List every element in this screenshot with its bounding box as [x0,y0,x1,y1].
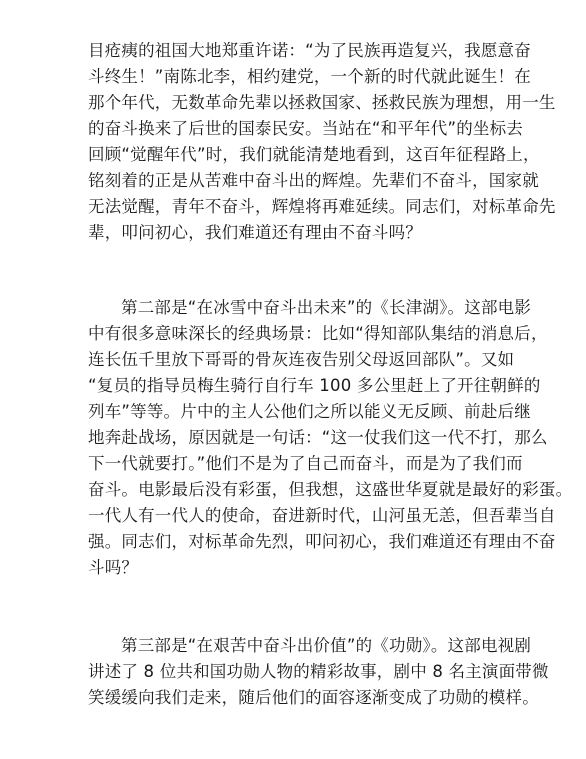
paragraph-line: “复员的指导员梅生骑行自行车 100 多公里赶上了开往朝鲜的 [88,376,541,395]
paragraph-line: 辈，叩问初心，我们难道还有理由不奋斗吗？ [88,223,422,242]
paragraph-line: 那个年代，无数革命先辈以拯救国家、拯救民族为理想，用一生 [88,93,556,112]
paragraph-line: 下一代就要打。”他们不是为了自己而奋斗，而是为了我们而 [88,454,523,473]
paragraph-line: 讲述了 8 位共和国功勋人物的精彩故事，剧中 8 名主演面带微 [88,662,549,681]
paragraph-line: 目疮痍的祖国大地郑重许诺：“为了民族再造复兴，我愿意奋 [88,41,531,60]
paragraph-line: 第三部是“在艰苦中奋斗出价值”的《功勋》。这部电视剧 [121,636,532,655]
paragraph-line: 奋斗。电影最后没有彩蛋，但我想，这盛世华夏就是最好的彩蛋。 [88,480,573,499]
paragraph-line: 斗终生！”南陈北李，相约建党，一个新的时代就此诞生！在 [88,67,531,86]
paragraph-line: 第二部是“在冰雪中奋斗出未来”的《长津湖》。这部电影 [121,298,532,317]
paragraph-line: 中有很多意味深长的经典场景：比如“得知部队集结的消息后， [88,324,548,343]
paragraph-line: 斗吗？ [88,558,139,577]
paragraph-line: 连长伍千里放下哥哥的骨灰连夜告别父母返回部队”。又如 [88,350,515,369]
paragraph-2 [88,295,573,581]
paragraph-line: 的奋斗换来了后世的国泰民安。当站在“和平年代”的坐标去 [88,119,523,138]
paragraph-line: 强。同志们，对标革命先烈，叩问初心，我们难道还有理由不奋 [88,532,556,551]
paragraph-line: 回顾“觉醒年代”时，我们就能清楚地看到，这百年征程路上， [88,145,540,164]
paragraph-3 [88,633,549,711]
paragraph-line: 笑缓缓向我们走来，随后他们的面容逐渐变成了功勋的模样。 [88,688,539,707]
paragraph-line: 列车”等等。片中的主人公他们之所以能义无反顾、前赴后继 [88,402,531,421]
paragraph-line: 一代人有一代人的使命，奋进新时代，山河虽无恙，但吾辈当自 [88,506,556,525]
paragraph-line: 铭刻着的正是从苦难中奋斗出的辉煌。先辈们不奋斗，国家就 [88,171,539,190]
paragraph-line: 无法觉醒，青年不奋斗，辉煌将再难延续。同志们，对标革命先 [88,197,556,216]
paragraph-1 [88,38,556,246]
paragraph-line: 地奔赴战场，原因就是一句话：“这一仗我们这一代不打，那么 [88,428,548,447]
